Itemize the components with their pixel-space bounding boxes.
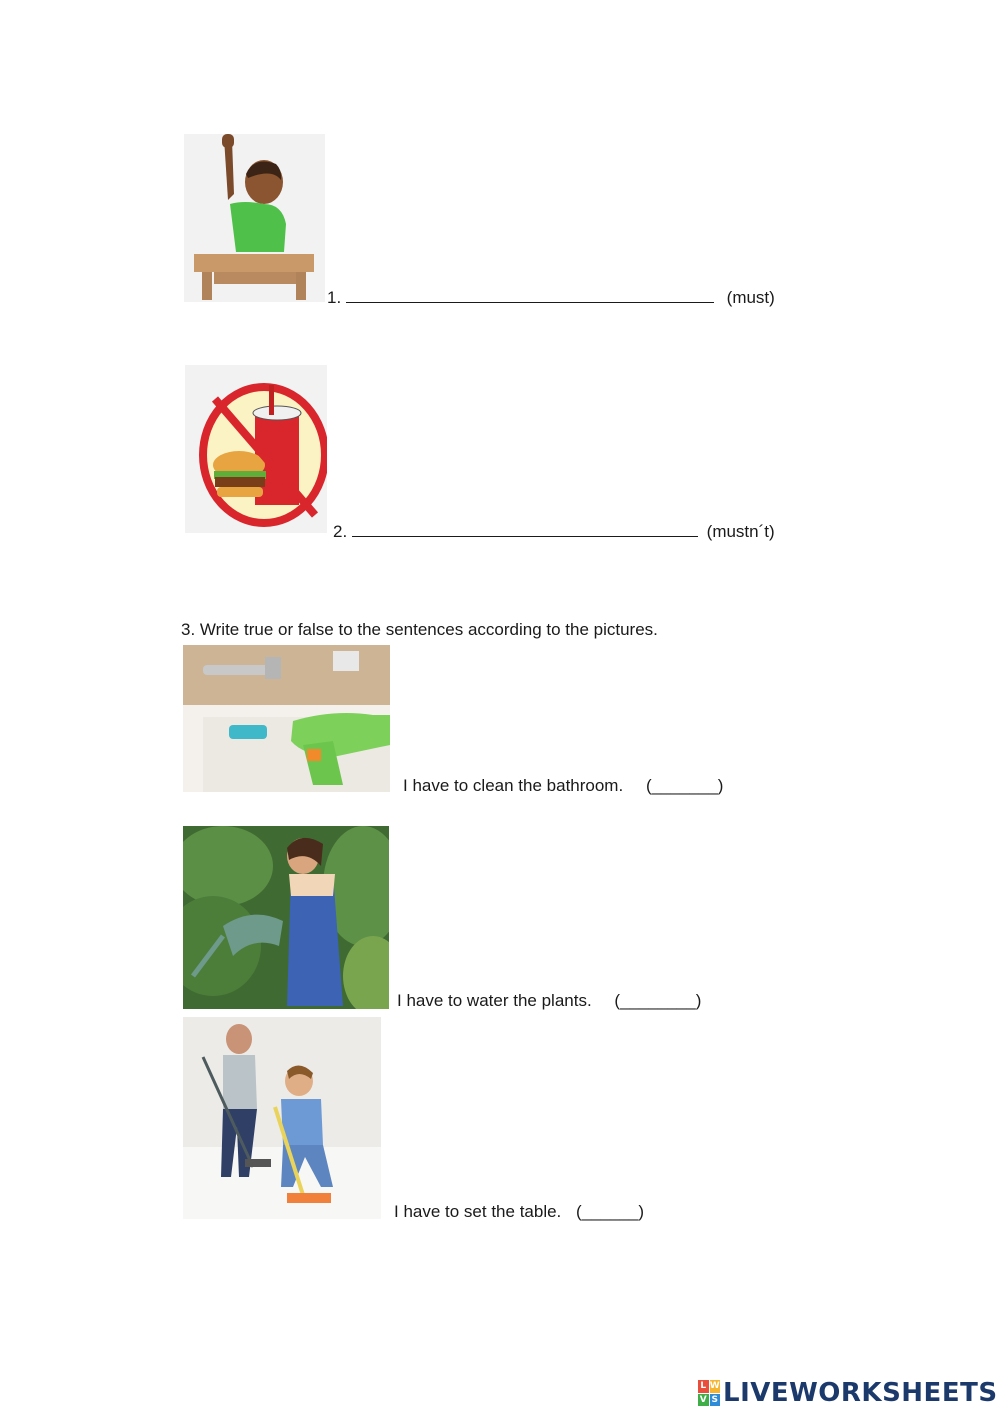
item-2-hint: (mustn´t) — [706, 522, 775, 541]
item-1-answer-blank[interactable] — [346, 288, 714, 303]
student-raising-hand-image — [184, 134, 325, 302]
badge-letter-v: V — [699, 1394, 707, 1405]
sentence-1-answer-blank[interactable]: (_______) — [645, 776, 724, 795]
sentence-1-row — [403, 776, 723, 796]
sentence-2-row — [397, 991, 701, 1011]
badge-letter-l: L — [698, 1380, 709, 1393]
logo-text: LIVEWORKSHEETS — [723, 1378, 998, 1408]
no-junk-food-sign-image — [185, 365, 327, 533]
sentence-3-text: I have to set the table. — [394, 1202, 562, 1221]
item-1-number: 1. — [327, 288, 342, 307]
section-3-instruction: 3. Write true or false to the sentences according to the pictures. — [181, 620, 658, 639]
item-1-row — [327, 288, 775, 308]
sentence-2-answer-blank[interactable]: (________) — [614, 991, 702, 1010]
item-2-answer-blank[interactable] — [352, 522, 698, 537]
sentence-3-row — [394, 1202, 644, 1222]
watering-plants-image — [183, 826, 389, 1009]
sentence-3-answer-blank[interactable]: (______) — [576, 1202, 645, 1221]
sentence-1-text: I have to clean the bathroom. — [403, 776, 624, 795]
cleaning-bathroom-image — [183, 645, 390, 792]
logo-badge-icon — [698, 1380, 720, 1406]
badge-letter-s: S — [710, 1394, 721, 1407]
item-2-number: 2. — [333, 522, 348, 541]
sweeping-floor-image — [183, 1017, 381, 1219]
badge-letter-w: W — [709, 1381, 720, 1391]
sentence-2-text: I have to water the plants. — [397, 991, 592, 1010]
liveworksheets-logo[interactable] — [698, 1378, 998, 1408]
item-1-hint: (must) — [726, 288, 775, 307]
item-2-row — [333, 522, 775, 542]
